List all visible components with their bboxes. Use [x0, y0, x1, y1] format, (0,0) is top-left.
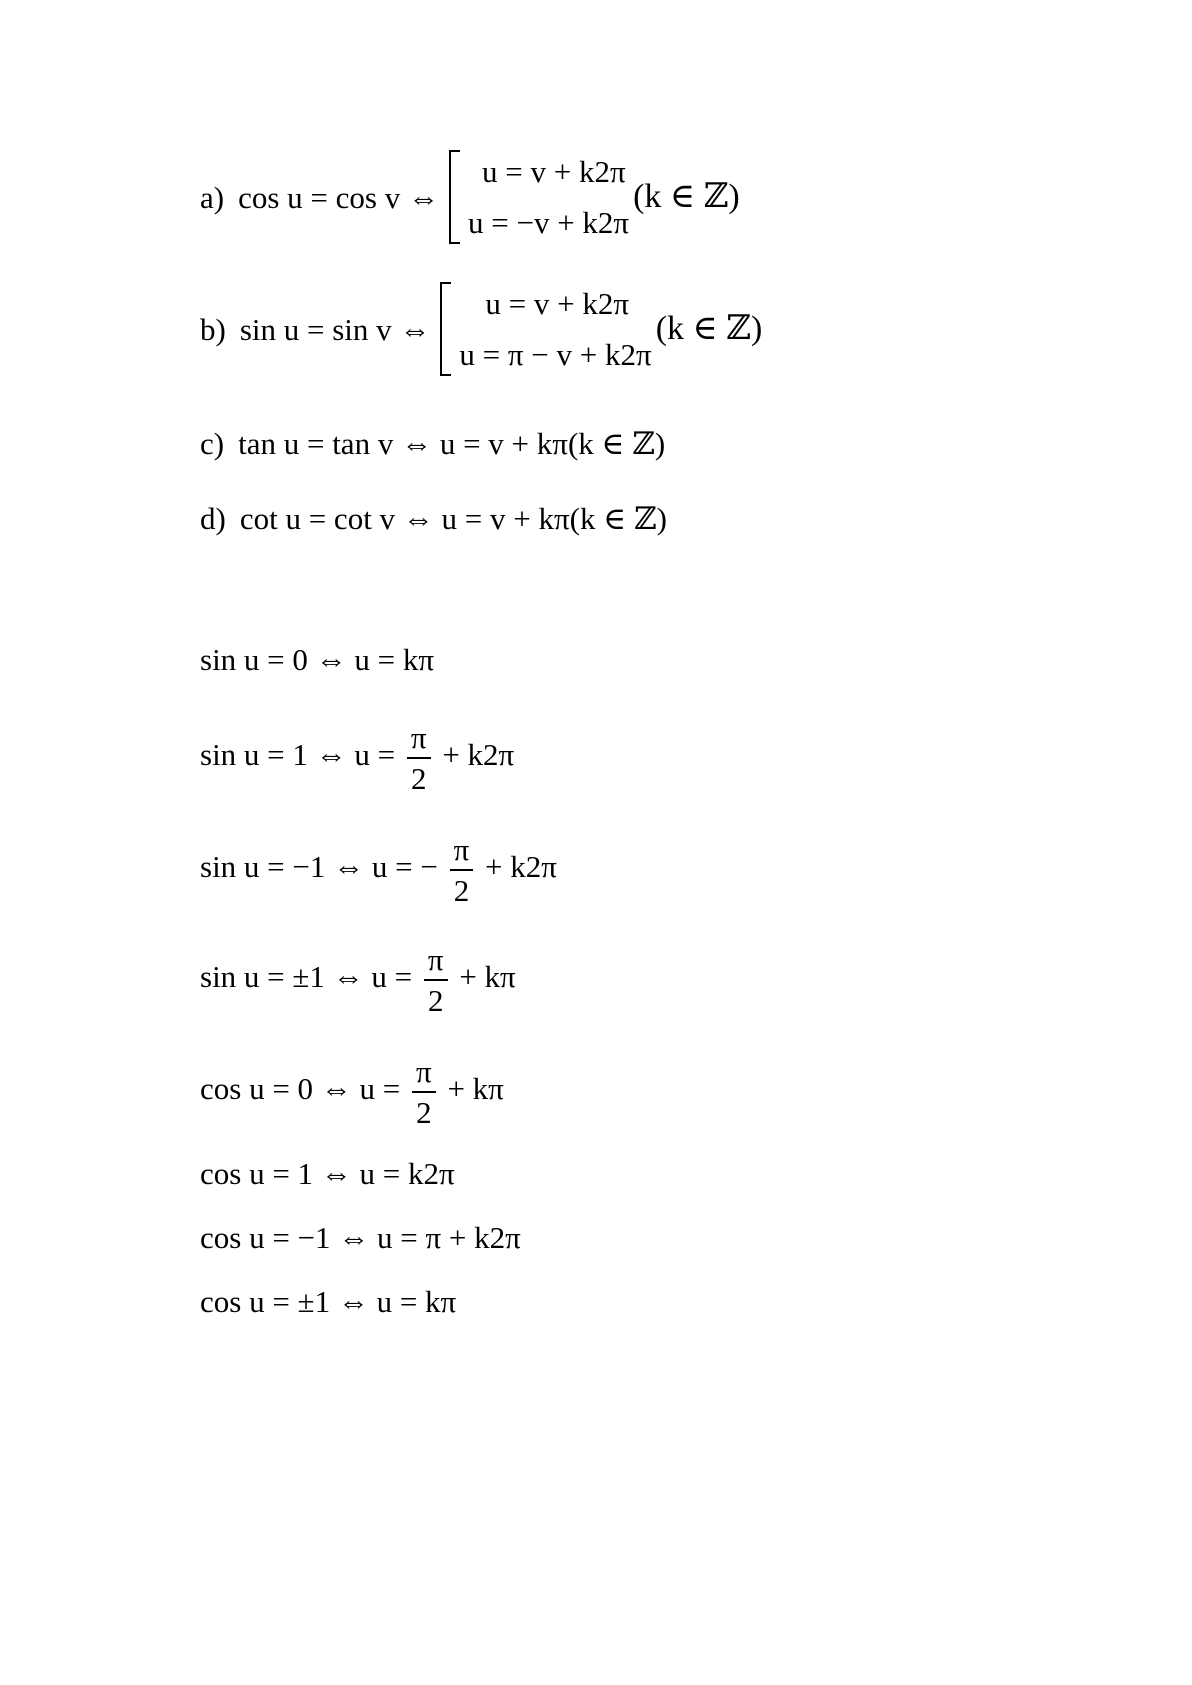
special-case-cos-1: cos u = 1 ⇔ u = k2π [200, 1156, 455, 1191]
fraction-pi-over-2 [407, 722, 431, 794]
fraction-denominator: 2 [427, 983, 444, 1018]
special-case-sin-1 [200, 722, 514, 794]
special-case-sin-minus-1 [200, 834, 557, 906]
rule-d-equation: cot u = cot v ⇔ u = v + kπ(k ∈ ℤ) [239, 501, 667, 536]
rule-b-label: b) [200, 311, 226, 347]
rule-a-line-1: u = v + k2π [481, 154, 626, 189]
rule-c-label: c) [200, 426, 225, 461]
rule-a-lhs: cos u = cos v ⇔ [238, 179, 439, 215]
rule-b [200, 282, 762, 376]
special-case-sin-1-lhs: sin u = 1 ⇔ u = [200, 737, 403, 773]
rule-a [200, 150, 740, 244]
rule-d [200, 503, 667, 534]
rule-c-equation: tan u = tan v ⇔ u = v + kπ(k ∈ ℤ) [238, 426, 666, 461]
special-case-sin-pm-1 [200, 944, 516, 1016]
special-case-sin-1-rhs: + k2π [442, 737, 515, 773]
special-case-cos-0 [200, 1056, 504, 1128]
fraction-pi-over-2 [424, 944, 448, 1016]
rule-b-condition: (k ∈ ℤ) [655, 310, 763, 347]
rule-a-condition: (k ∈ ℤ) [633, 178, 740, 215]
special-case-cos-0-rhs: + kπ [447, 1071, 504, 1107]
fraction-pi-over-2 [450, 834, 474, 906]
rule-d-label: d) [200, 501, 226, 536]
fraction-pi-over-2 [412, 1056, 436, 1128]
rule-a-line-2: u = −v + k2π [467, 205, 630, 240]
fraction-denominator: 2 [410, 761, 427, 796]
rule-b-bracket [440, 282, 451, 376]
special-case-sin-pm-1-rhs: + kπ [459, 959, 516, 995]
fraction-numerator: π [407, 722, 431, 759]
fraction-numerator: π [424, 944, 448, 981]
special-case-sin-minus-1-lhs: sin u = −1 ⇔ u = − [200, 849, 438, 885]
rule-a-system [449, 150, 629, 244]
special-case-cos-minus-1: cos u = −1 ⇔ u = π + k2π [200, 1220, 521, 1255]
rule-b-lhs: sin u = sin v ⇔ [239, 311, 431, 347]
fraction-numerator: π [412, 1056, 436, 1093]
rule-b-system [440, 282, 651, 376]
rule-c [200, 428, 665, 459]
special-case-sin-minus-1-rhs: + k2π [485, 849, 557, 885]
rule-b-line-2: u = π − v + k2π [459, 337, 652, 372]
fraction-numerator: π [450, 834, 474, 871]
rule-b-line-1: u = v + k2π [485, 286, 630, 321]
special-case-sin-0: sin u = 0 ⇔ u = kπ [200, 642, 435, 677]
special-case-cos-0-lhs: cos u = 0 ⇔ u = [200, 1071, 409, 1107]
special-case-cos-pm-1: cos u = ±1 ⇔ u = kπ [200, 1284, 457, 1319]
fraction-denominator: 2 [416, 1095, 432, 1130]
rule-a-label: a) [200, 179, 225, 215]
special-case-sin-pm-1-lhs: sin u = ±1 ⇔ u = [200, 959, 420, 995]
rule-a-bracket [449, 150, 460, 244]
fraction-denominator: 2 [453, 873, 470, 908]
